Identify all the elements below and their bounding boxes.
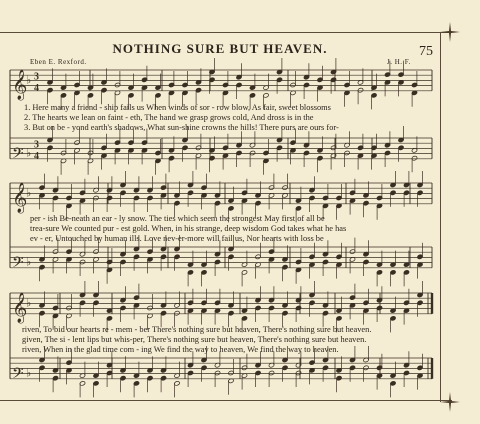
- author-credit: Eben E. Rexford.: [30, 58, 87, 66]
- lyric-line: riven, When in the glad time com - ing We find the way to heaven, We find the way to heaven.: [22, 345, 339, 354]
- time-signature-bottom: 4: [34, 150, 39, 162]
- composer-credit: J. H. F.: [387, 58, 411, 66]
- time-signature-top: 3: [34, 139, 39, 151]
- treble-clef-icon: 𝄞: [12, 292, 28, 323]
- flat-icon: ♭: [26, 146, 32, 160]
- lyric-line: ev - er, Untouched by human ills. Love nev-er-more will fail us, Nor hearts with loss be: [30, 234, 324, 243]
- time-signature-bottom: 4: [34, 82, 39, 94]
- lyric-line: given, The si - lent lips but whis-per, There's nothing sure but heaven, There's nothing sure but heaven.: [22, 335, 367, 344]
- flat-icon: ♭: [26, 186, 32, 200]
- lyric-line: 1. Here many a friend - ship fails us When winds of sor - row blow, As fair, sweet blossoms: [24, 103, 331, 112]
- treble-clef-icon: 𝄞: [12, 69, 28, 100]
- lyric-line: riven, To bid our hearts re - mem - ber There's nothing sure but heaven, There's nothing sure but heaven.: [22, 325, 372, 334]
- bass-clef-icon: 𝄢: [12, 144, 24, 166]
- hymn-title: NOTHING SURE BUT HEAVEN.: [112, 41, 328, 56]
- flat-icon: ♭: [26, 255, 32, 269]
- lyric-line: per - ish Be-neath an ear - ly snow. The ties which seem the strongest May first of all be: [30, 214, 325, 223]
- flat-icon: ♭: [26, 73, 32, 87]
- bass-clef-icon: 𝄢: [12, 253, 24, 275]
- page-number: 75: [419, 44, 433, 59]
- lyric-line: 3. But on be - yond earth's shadows, What sun-shine crowns the hills! There ours are ours for-: [24, 123, 339, 132]
- flat-icon: ♭: [26, 296, 32, 310]
- lyric-line: trea-sure We counted pur - est gold. When, in his strange, deep wisdom God takes what he has: [30, 224, 347, 233]
- flat-icon: ♭: [26, 366, 32, 380]
- time-signature-top: 3: [34, 71, 39, 83]
- lyric-line: 2. The hearts we lean on faint - eth, The hand we grasp grows cold, And dross is in the: [24, 113, 314, 122]
- treble-clef-icon: 𝄞: [12, 182, 28, 213]
- bass-clef-icon: 𝄢: [12, 364, 24, 386]
